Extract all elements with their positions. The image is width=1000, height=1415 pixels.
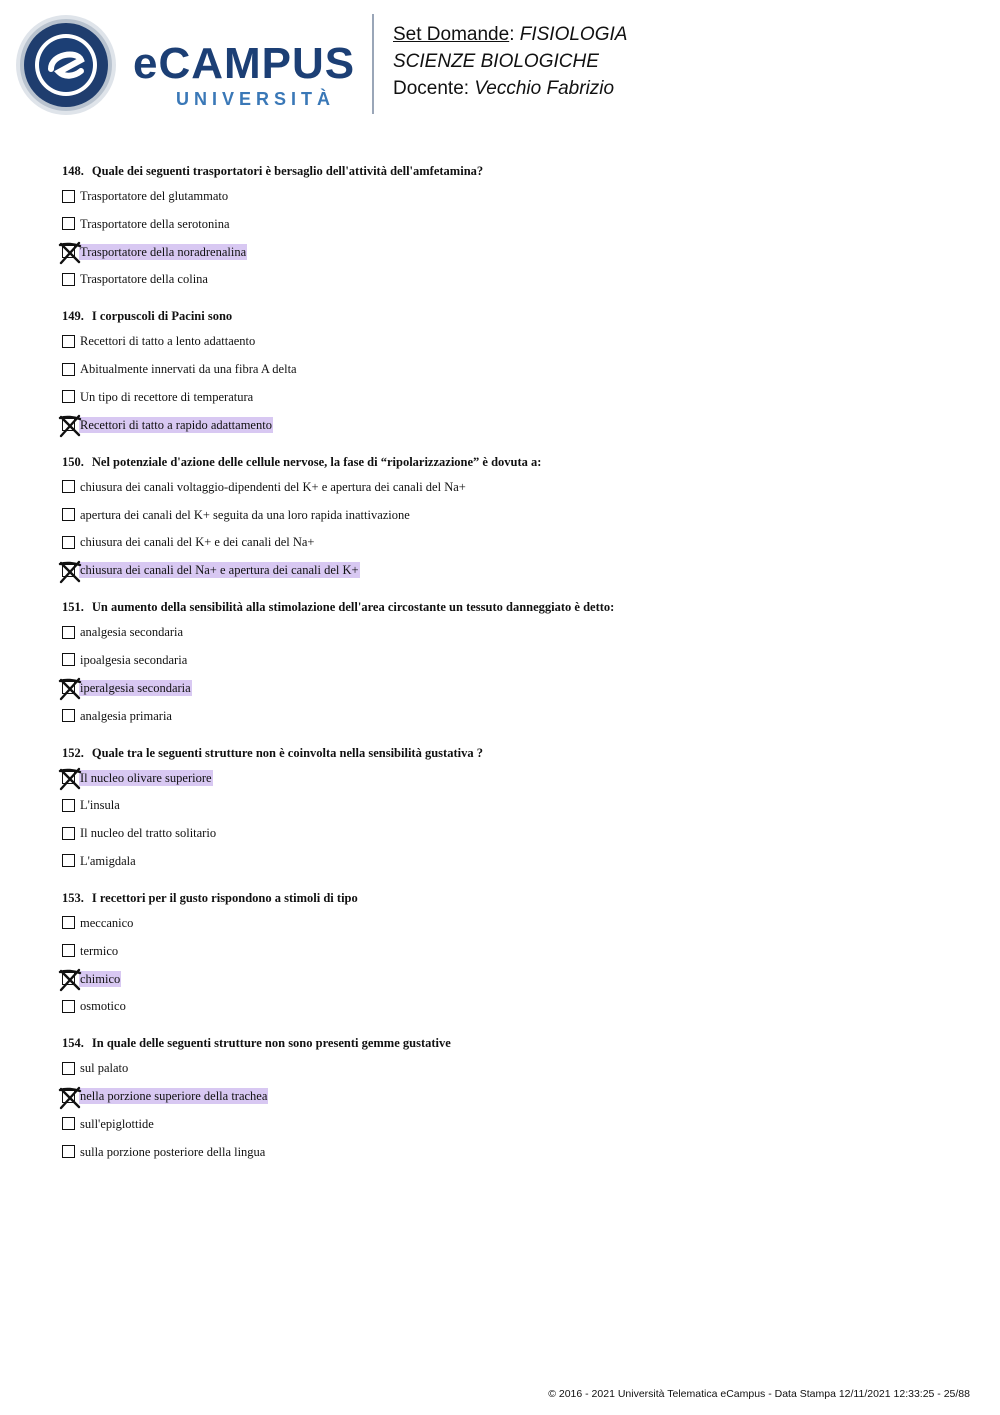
- ecampus-seal-logo: [15, 14, 117, 116]
- option-text: osmotico: [80, 999, 126, 1014]
- question-block: [62, 744, 962, 871]
- option-text: Un tipo di recettore di temperatura: [80, 389, 254, 404]
- answer-option[interactable]: [62, 622, 962, 642]
- course-name: SCIENZE BIOLOGICHE: [393, 51, 599, 72]
- x-mark-icon: [58, 414, 82, 438]
- option-text: Il nucleo del tratto solitario: [80, 826, 217, 841]
- question-block: [62, 598, 962, 725]
- set-label: Set Domande: [393, 24, 510, 45]
- checkbox[interactable]: [62, 854, 75, 867]
- answer-option[interactable]: [62, 387, 962, 407]
- checked-checkbox[interactable]: [62, 245, 75, 258]
- question-title: [62, 162, 962, 180]
- answer-option[interactable]: [62, 823, 962, 843]
- page-footer: © 2016 - 2021 Università Telematica eCampus - Data Stampa 12/11/2021 12:33:25 - 25/88: [548, 1388, 970, 1400]
- question-title: [62, 307, 962, 325]
- checkbox[interactable]: [62, 190, 75, 203]
- checkbox[interactable]: [62, 709, 75, 722]
- question-title: [62, 889, 962, 907]
- option-text: Recettori di tatto a lento adattaento: [80, 334, 256, 349]
- question-text: Quale dei seguenti trasportatori è bersaglio dell'attività dell'amfetamina?: [91, 164, 484, 178]
- checked-checkbox[interactable]: [62, 1090, 75, 1103]
- answer-option[interactable]: [62, 532, 962, 552]
- answer-option[interactable]: [62, 969, 962, 989]
- question-number: 151.: [62, 600, 84, 615]
- option-text: iperalgesia secondaria: [80, 680, 191, 695]
- question-block: [62, 889, 962, 1016]
- option-text: Recettori di tatto a rapido adattamento: [80, 417, 272, 432]
- option-text: chiusura dei canali del K+ e dei canali del Na+: [80, 535, 315, 550]
- answer-option[interactable]: [62, 1086, 962, 1106]
- question-text: I corpuscoli di Pacini sono: [91, 309, 233, 324]
- answer-option[interactable]: [62, 560, 962, 580]
- answer-option[interactable]: [62, 913, 962, 933]
- answer-option[interactable]: [62, 415, 962, 435]
- question-number: 152.: [62, 745, 84, 760]
- x-mark-icon: [58, 767, 82, 791]
- x-mark-icon: [58, 677, 82, 701]
- checkbox[interactable]: [62, 916, 75, 929]
- answer-option[interactable]: [62, 706, 962, 726]
- universita-wordmark: UNIVERSITÀ: [176, 89, 336, 109]
- checkbox[interactable]: [62, 390, 75, 403]
- document-header: [0, 0, 1000, 130]
- answer-option[interactable]: [62, 331, 962, 351]
- option-text: Trasportatore della colina: [80, 272, 208, 287]
- checked-checkbox[interactable]: [62, 418, 75, 431]
- x-mark-icon: [58, 968, 82, 992]
- option-text: L'amigdala: [80, 853, 136, 868]
- question-number: 148.: [62, 164, 84, 178]
- option-text: sull'epiglottide: [80, 1116, 154, 1131]
- checkbox[interactable]: [62, 1145, 75, 1158]
- checkbox[interactable]: [62, 1117, 75, 1130]
- checkbox[interactable]: [62, 626, 75, 639]
- question-number: 153.: [62, 890, 84, 905]
- question-block: [62, 1034, 962, 1161]
- option-text: apertura dei canali del K+ seguita da una loro rapida inattivazione: [80, 507, 410, 522]
- teacher-name: Vecchio Fabrizio: [474, 78, 615, 99]
- answer-option[interactable]: [62, 186, 962, 206]
- question-number: 150.: [62, 454, 84, 469]
- answer-option[interactable]: [62, 1058, 962, 1078]
- question-text: In quale delle seguenti strutture non sono presenti gemme gustative: [91, 1036, 451, 1051]
- header-set-line: Set Domande: FISIOLOGIA: [393, 24, 628, 45]
- answer-option[interactable]: [62, 242, 962, 262]
- option-text: Trasportatore del glutammato: [80, 189, 229, 203]
- checkbox[interactable]: [62, 508, 75, 521]
- header-course-line: [393, 51, 599, 73]
- question-number: 154.: [62, 1036, 84, 1051]
- option-text: chiusura dei canali voltaggio-dipendenti del K+ e apertura dei canali del Na+: [80, 479, 466, 494]
- checkbox[interactable]: [62, 827, 75, 840]
- checked-checkbox[interactable]: [62, 564, 75, 577]
- question-block: [62, 162, 962, 289]
- option-text: chiusura dei canali del Na+ e apertura dei canali del K+: [80, 563, 359, 578]
- question-list: [62, 162, 962, 1180]
- option-text: Trasportatore della noradrenalina: [80, 244, 247, 259]
- question-title: [62, 453, 962, 471]
- question-title: [62, 744, 962, 762]
- subject-name: FISIOLOGIA: [519, 24, 628, 45]
- question-number: 149.: [62, 309, 84, 324]
- teacher-label: Docente:: [393, 78, 470, 99]
- question-block: [62, 307, 962, 434]
- checkbox[interactable]: [62, 653, 75, 666]
- answer-option[interactable]: [62, 650, 962, 670]
- checkbox[interactable]: [62, 1062, 75, 1075]
- question-title: [62, 598, 962, 616]
- question-text: Un aumento della sensibilità alla stimolazione dell'area circostante un tessuto danneggiato è detto:: [91, 600, 615, 615]
- option-text: chimico: [80, 971, 121, 986]
- option-text: nella porzione superiore della trachea: [80, 1089, 268, 1104]
- answer-option[interactable]: [62, 477, 962, 497]
- question-title: [62, 1034, 962, 1052]
- checkbox[interactable]: [62, 944, 75, 957]
- answer-option[interactable]: [62, 1114, 962, 1134]
- option-text: Abitualmente innervati da una fibra A delta: [80, 362, 297, 377]
- answer-option[interactable]: [62, 1142, 962, 1162]
- checkbox[interactable]: [62, 799, 75, 812]
- x-mark-icon: [58, 1086, 82, 1110]
- answer-option[interactable]: [62, 359, 962, 379]
- answer-option[interactable]: [62, 996, 962, 1016]
- option-text: analgesia primaria: [80, 708, 172, 723]
- checkbox[interactable]: [62, 335, 75, 348]
- option-text: sul palato: [80, 1061, 129, 1076]
- option-text: analgesia secondaria: [80, 625, 184, 640]
- option-text: sulla porzione posteriore della lingua: [80, 1144, 266, 1159]
- header-divider: [372, 14, 374, 114]
- checkbox[interactable]: [62, 273, 75, 286]
- checked-checkbox[interactable]: [62, 972, 75, 985]
- question-block: [62, 453, 962, 580]
- answer-option[interactable]: [62, 795, 962, 815]
- answer-option[interactable]: [62, 214, 962, 234]
- option-text: Trasportatore della serotonina: [80, 216, 230, 231]
- answer-option[interactable]: [62, 505, 962, 525]
- checkbox[interactable]: [62, 363, 75, 376]
- answer-option[interactable]: [62, 768, 962, 788]
- ecampus-wordmark: eCAMPUS: [133, 39, 356, 88]
- x-mark-icon: [58, 560, 82, 584]
- x-mark-icon: [58, 241, 82, 265]
- checked-checkbox[interactable]: [62, 681, 75, 694]
- option-text: meccanico: [80, 915, 134, 930]
- answer-option[interactable]: [62, 678, 962, 698]
- checkbox[interactable]: [62, 536, 75, 549]
- answer-option[interactable]: [62, 269, 962, 289]
- option-text: L'insula: [80, 798, 120, 813]
- question-text: I recettori per il gusto rispondono a stimoli di tipo: [91, 890, 358, 905]
- checkbox[interactable]: [62, 1000, 75, 1013]
- header-teacher-line: [393, 78, 614, 100]
- checkbox[interactable]: [62, 480, 75, 493]
- question-text: Quale tra le seguenti strutture non è coinvolta nella sensibilità gustativa ?: [91, 745, 483, 760]
- checked-checkbox[interactable]: [62, 771, 75, 784]
- option-text: termico: [80, 943, 119, 958]
- question-text: Nel potenziale d'azione delle cellule nervose, la fase di “ripolarizzazione” è dovuta a:: [91, 454, 542, 469]
- checkbox[interactable]: [62, 217, 75, 230]
- answer-option[interactable]: [62, 941, 962, 961]
- answer-option[interactable]: [62, 851, 962, 871]
- option-text: Il nucleo olivare superiore: [80, 770, 212, 785]
- option-text: ipoalgesia secondaria: [80, 652, 188, 667]
